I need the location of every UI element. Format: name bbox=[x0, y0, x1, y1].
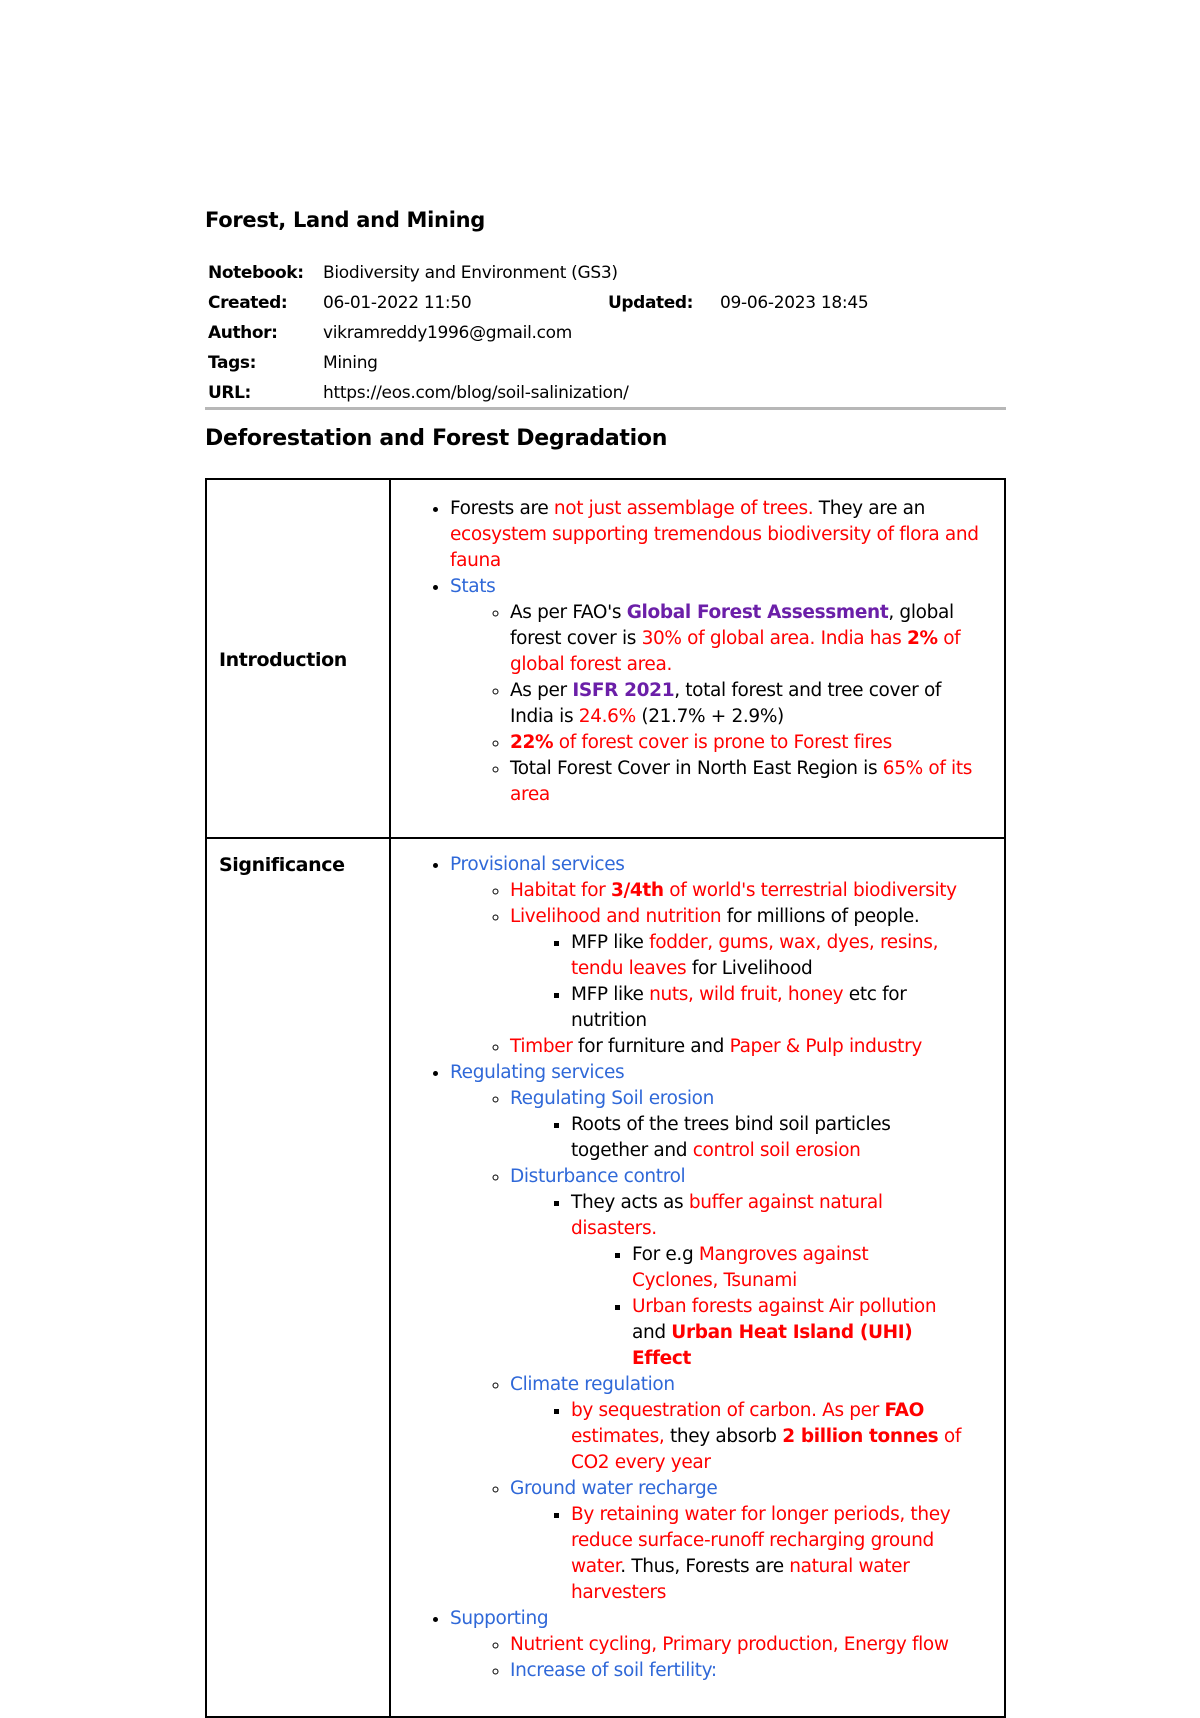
meta-url-row bbox=[205, 378, 1005, 408]
list-item bbox=[571, 1398, 980, 1476]
text-span: 2% bbox=[906, 628, 938, 649]
text-span: By retaining water for longer periods, they reduce surface-runoff recharging ground water bbox=[571, 1504, 951, 1577]
text-span: Increase of soil fertility: bbox=[510, 1660, 717, 1681]
list-item bbox=[510, 1086, 992, 1164]
list-item bbox=[450, 1606, 1004, 1684]
text-span: of global forest area. bbox=[510, 628, 961, 675]
intro-list bbox=[391, 496, 1004, 808]
meta-created: 06-01-2022 11:50 bbox=[323, 293, 472, 313]
text-span: Mangroves against Cyclones, Tsunami bbox=[632, 1244, 869, 1291]
text-span: MFP like bbox=[571, 932, 650, 953]
regulating-heading: Regulating services bbox=[450, 1062, 625, 1083]
meta-label: Tags: bbox=[208, 353, 256, 373]
text-span: They acts as bbox=[571, 1192, 689, 1213]
text-span: Climate regulation bbox=[510, 1374, 675, 1395]
text-span: they absorb bbox=[664, 1426, 783, 1447]
provisional-list bbox=[450, 878, 992, 1060]
list-item bbox=[510, 678, 992, 730]
meta-notebook-row bbox=[205, 258, 1005, 288]
list-item bbox=[450, 852, 1004, 1060]
row-label-significance: Significance bbox=[219, 854, 345, 876]
text-span: buffer against natural disasters. bbox=[571, 1192, 883, 1239]
disturbance-list bbox=[510, 1190, 980, 1372]
text-span: Ground water recharge bbox=[510, 1478, 718, 1499]
text-span: ecosystem supporting tremendous biodiversity of flora and fauna bbox=[450, 524, 979, 571]
provisional-heading: Provisional services bbox=[450, 854, 625, 875]
text-span: of forest cover is prone to Forest fires bbox=[553, 732, 892, 753]
supporting-list bbox=[450, 1632, 992, 1684]
text-span: of CO2 every year bbox=[571, 1426, 962, 1473]
section-heading: Deforestation and Forest Degradation bbox=[205, 426, 668, 451]
text-span: 30% of global area. India has bbox=[641, 628, 907, 649]
stats-list bbox=[450, 600, 992, 808]
text-span: They are an bbox=[813, 498, 926, 519]
list-item bbox=[510, 904, 992, 1034]
note-metadata bbox=[205, 258, 1005, 408]
list-item bbox=[450, 1060, 1004, 1606]
meta-created-row bbox=[205, 288, 1005, 318]
meta-author: vikramreddy1996@gmail.com bbox=[323, 323, 573, 343]
text-span: Total Forest Cover in North East Region is bbox=[510, 758, 883, 779]
list-item bbox=[450, 574, 1004, 808]
mfp-list bbox=[510, 930, 980, 1034]
list-item bbox=[510, 1164, 992, 1372]
text-span: Urban Heat Island (UHI) Effect bbox=[632, 1322, 913, 1369]
note-title: Forest, Land and Mining bbox=[205, 208, 485, 232]
text-span: by sequestration of carbon. As per bbox=[571, 1400, 885, 1421]
text-span: Urban forests against Air pollution bbox=[632, 1296, 937, 1317]
metadata-divider bbox=[205, 407, 1006, 410]
meta-author-row bbox=[205, 318, 1005, 348]
text-span: Disturbance control bbox=[510, 1166, 686, 1187]
list-item bbox=[510, 1034, 992, 1060]
meta-label: Author: bbox=[208, 323, 278, 343]
climate-list bbox=[510, 1398, 980, 1476]
text-span: Global Forest Assessment bbox=[626, 602, 889, 623]
list-item bbox=[510, 600, 992, 678]
list-item bbox=[510, 878, 992, 904]
text-span: 22% bbox=[510, 732, 554, 753]
text-span: (21.7% + 2.9%) bbox=[635, 706, 784, 727]
text-span: For e.g bbox=[632, 1244, 699, 1265]
text-span: of world's terrestrial biodiversity bbox=[663, 880, 957, 901]
text-span: Livelihood and nutrition bbox=[510, 906, 722, 927]
text-span: Nutrient cycling, Primary production, Energy flow bbox=[510, 1634, 949, 1655]
meta-tags-row bbox=[205, 348, 1005, 378]
list-item bbox=[510, 1372, 992, 1476]
text-span: not just assemblage of trees. bbox=[553, 498, 814, 519]
meta-updated: 09-06-2023 18:45 bbox=[720, 293, 869, 313]
regulating-list bbox=[450, 1086, 992, 1606]
text-span: for furniture and bbox=[572, 1036, 730, 1057]
list-item bbox=[510, 730, 992, 756]
text-span: 3/4th bbox=[610, 880, 664, 901]
text-span: etc for nutrition bbox=[571, 984, 907, 1031]
text-span: , total forest and tree cover of India is bbox=[510, 680, 942, 727]
supporting-heading: Supporting bbox=[450, 1608, 549, 1629]
list-item bbox=[571, 1112, 980, 1164]
text-span: for millions of people. bbox=[721, 906, 920, 927]
list-item bbox=[510, 756, 992, 808]
significance-cell bbox=[391, 852, 1004, 1684]
meta-label: Updated: bbox=[608, 293, 694, 313]
groundwater-list bbox=[510, 1502, 980, 1606]
text-span: ISFR 2021 bbox=[572, 680, 675, 701]
text-span: and bbox=[632, 1322, 672, 1343]
text-span: 2 billion tonnes bbox=[782, 1426, 939, 1447]
text-span: Forests are bbox=[450, 498, 554, 519]
row-divider bbox=[207, 837, 1004, 839]
list-item bbox=[510, 1476, 992, 1606]
text-span: control soil erosion bbox=[692, 1140, 861, 1161]
text-span: estimates, bbox=[571, 1426, 665, 1447]
text-span: FAO bbox=[884, 1400, 925, 1421]
notes-table bbox=[205, 478, 1006, 1718]
list-item bbox=[510, 1632, 992, 1658]
text-span: , global forest cover is bbox=[510, 602, 954, 649]
stats-heading: Stats bbox=[450, 576, 496, 597]
text-span: Habitat for bbox=[510, 880, 611, 901]
meta-tags: Mining bbox=[323, 353, 378, 373]
list-item bbox=[571, 1502, 980, 1606]
text-span: 65% of its area bbox=[510, 758, 973, 805]
meta-notebook: Biodiversity and Environment (GS3) bbox=[323, 263, 618, 283]
text-span: . Thus, Forests are bbox=[620, 1556, 790, 1577]
text-span: 24.6% bbox=[578, 706, 636, 727]
list-item bbox=[571, 982, 980, 1034]
text-span: Timber bbox=[510, 1036, 573, 1057]
meta-label: Notebook: bbox=[208, 263, 304, 283]
text-span: Roots of the trees bind soil particles together and bbox=[571, 1114, 891, 1161]
meta-url[interactable]: https://eos.com/blog/soil-salinization/ bbox=[323, 383, 629, 403]
list-item bbox=[571, 1190, 980, 1372]
disturbance-examples bbox=[571, 1242, 968, 1372]
text-span: As per FAO's bbox=[510, 602, 627, 623]
text-span: As per bbox=[510, 680, 573, 701]
list-item bbox=[632, 1242, 968, 1294]
row-label-introduction: Introduction bbox=[219, 649, 347, 671]
introduction-cell bbox=[391, 496, 1004, 808]
meta-label: Created: bbox=[208, 293, 288, 313]
text-span: for Livelihood bbox=[686, 958, 813, 979]
text-span: nuts, wild fruit, honey bbox=[649, 984, 844, 1005]
list-item bbox=[510, 1658, 992, 1684]
text-span: natural water harvesters bbox=[571, 1556, 910, 1603]
list-item bbox=[450, 496, 1004, 574]
text-span: MFP like bbox=[571, 984, 650, 1005]
meta-label: URL: bbox=[208, 383, 251, 403]
list-item bbox=[632, 1294, 968, 1372]
text-span: Paper & Pulp industry bbox=[729, 1036, 922, 1057]
text-span: fodder, gums, wax, dyes, resins, tendu leaves bbox=[571, 932, 939, 979]
soil-list bbox=[510, 1112, 980, 1164]
significance-list bbox=[391, 852, 1004, 1684]
text-span: Regulating Soil erosion bbox=[510, 1088, 714, 1109]
list-item bbox=[571, 930, 980, 982]
